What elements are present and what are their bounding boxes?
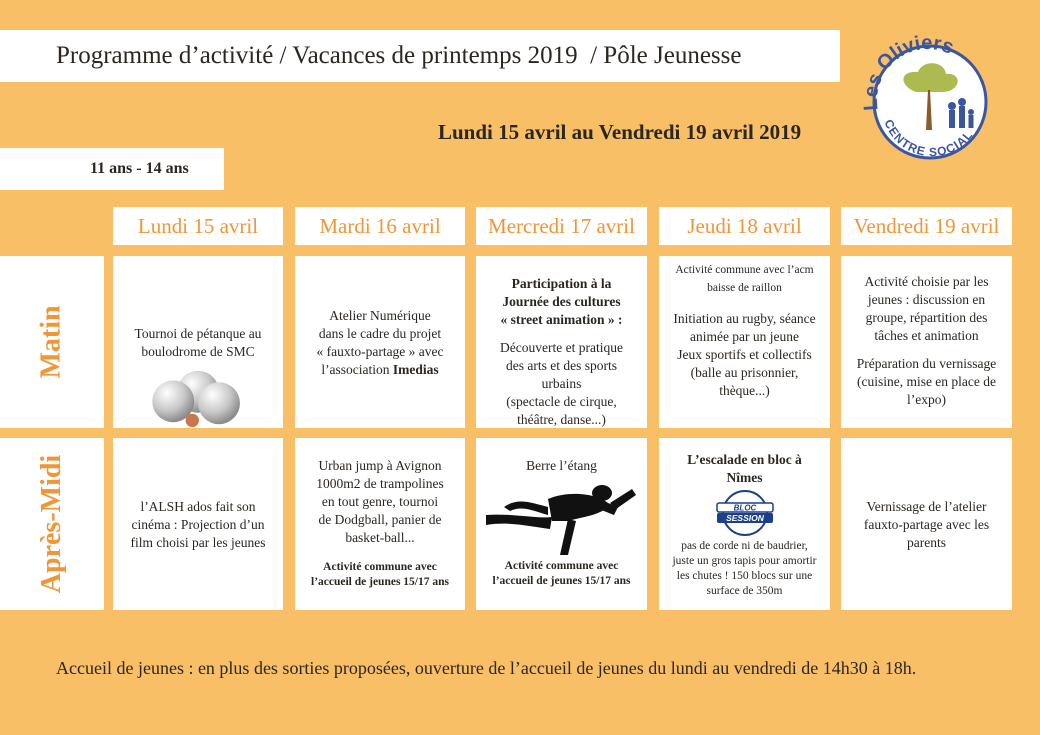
cell-text: Urban jump à Avignon [318, 458, 442, 473]
cell-note: surface de 350m [706, 585, 783, 597]
day-label: Lundi 15 avril [137, 213, 259, 238]
petanque-balls-icon [148, 367, 248, 428]
cell-text: Activité choisie par les [864, 274, 989, 289]
cell-text: Jeux sportifs et collectifs [677, 347, 812, 362]
cell-text: (spectacle de cirque, [506, 394, 617, 409]
cell-note: juste un gros tapis pour amortir [672, 555, 817, 567]
cell-text: tâches et animation [874, 328, 979, 343]
period-label-afternoon [0, 438, 104, 610]
cell-text: de Dodgball, panier de [318, 512, 442, 527]
day-header-mon [113, 207, 283, 245]
period-text: Matin [35, 305, 67, 379]
period-label-morning [0, 256, 104, 428]
afternoon-cell-fri [841, 438, 1012, 610]
cell-text: des arts et des sports [506, 358, 617, 373]
cell-note: Activité commune avec l’acm [675, 264, 814, 276]
cell-text: en tout genre, tournoi [321, 494, 439, 509]
cell-text: Tournoi de pétanque au [134, 326, 262, 341]
morning-cell-thu [659, 256, 830, 428]
day-label: Vendredi 19 avril [853, 213, 1000, 238]
cell-note: baisse de raillon [707, 282, 782, 294]
cell-text-line [321, 361, 438, 379]
afternoon-cell-thu [659, 438, 830, 610]
cell-text: cinéma : Projection d’un [131, 517, 265, 532]
cell-text: Berre l’étang [526, 458, 597, 473]
cell-text: parents [907, 535, 946, 550]
day-label: Mercredi 17 avril [488, 213, 635, 238]
day-header-fri [841, 207, 1012, 245]
day-header-tue [295, 207, 465, 245]
bloc-session-badge-icon [715, 489, 775, 537]
cell-text: groupe, répartition des [865, 310, 988, 325]
cell-note: Activité commune avec [504, 560, 619, 572]
cell-text: thèque...) [719, 383, 770, 398]
cell-text: urbains [541, 376, 582, 391]
logo [858, 30, 998, 164]
cell-note: les chutes ! 150 blocs sur une [676, 570, 813, 582]
afternoon-cell-tue [295, 438, 465, 610]
cell-note: l’accueil de jeunes 15/17 ans [492, 575, 631, 587]
cell-text: Initiation au rugby, séance [673, 311, 816, 326]
page-title: Programme d’activité / Vacances de printemps 2019 / Pôle Jeunesse [56, 42, 742, 69]
cell-note: l’accueil de jeunes 15/17 ans [311, 576, 449, 588]
day-header-wed [476, 207, 647, 245]
cell-text: basket-ball... [345, 530, 415, 545]
cell-heading: Participation à la [511, 276, 612, 291]
logo-emblem-icon [858, 30, 998, 164]
day-label: Jeudi 18 avril [687, 213, 802, 238]
cell-text: 1000m2 de trampolines [316, 476, 444, 491]
age-group: 11 ans - 14 ans [90, 160, 189, 177]
logo-name: Les Oliviers [859, 31, 957, 112]
morning-cell-tue [295, 256, 465, 428]
breakdancer-icon [482, 477, 642, 559]
org-name: Imedias [392, 362, 439, 377]
cell-text: jeunes : discussion en [867, 292, 986, 307]
cell-text: « fauxto-partage » avec [316, 344, 444, 359]
cell-text: film choisi par les jeunes [130, 535, 266, 550]
cell-text: boulodrome de SMC [141, 344, 255, 359]
badge-top-text: BLOC [733, 503, 756, 513]
date-range: Lundi 15 avril au Vendredi 19 avril 2019 [438, 120, 802, 144]
cell-text: l’expo) [907, 392, 946, 407]
cell-text: Atelier Numérique [329, 308, 431, 323]
morning-cell-wed [476, 256, 647, 428]
cell-text: dans le cadre du projet [318, 326, 442, 341]
title-bar [0, 30, 840, 82]
footer-note: Accueil de jeunes : en plus des sorties proposées, ouverture de l’accueil de jeunes du lundi au vendredi de 14h30 à 18h. [56, 658, 917, 678]
cell-text: (balle au prisonnier, [690, 365, 799, 380]
period-text: Après-Midi [36, 454, 67, 594]
cell-text: l’association [321, 362, 390, 377]
afternoon-cell-mon [113, 438, 283, 610]
cell-text: (cuisine, mise en place de [856, 374, 997, 389]
cell-text: animée par un jeune [689, 329, 800, 344]
cell-text: théâtre, danse...) [517, 412, 606, 427]
cell-text: Préparation du vernissage [856, 356, 997, 371]
cell-heading: Journée des cultures [502, 294, 621, 309]
cell-note: Activité commune avec [323, 561, 437, 573]
cell-text: l’ALSH ados fait son [140, 499, 256, 514]
cell-heading: « street animation » : [500, 312, 623, 327]
cell-text: fauxto-partage avec les [863, 517, 990, 532]
day-label: Mardi 16 avril [319, 213, 441, 238]
morning-cell-fri [841, 256, 1012, 428]
cell-text: Découverte et pratique [500, 340, 623, 355]
cell-text: Vernissage de l’atelier [866, 499, 987, 514]
badge-bottom-text: SESSION [725, 513, 764, 523]
morning-cell-mon [113, 256, 283, 428]
age-group-box [0, 148, 224, 190]
cell-heading: Nîmes [726, 470, 763, 485]
logo-subtitle: CENTRE SOCIAL [881, 117, 976, 160]
cell-note: pas de corde ni de baudrier, [681, 540, 808, 552]
day-header-thu [659, 207, 830, 245]
afternoon-cell-wed [476, 438, 647, 610]
cell-heading: L’escalade en bloc à [687, 452, 802, 467]
